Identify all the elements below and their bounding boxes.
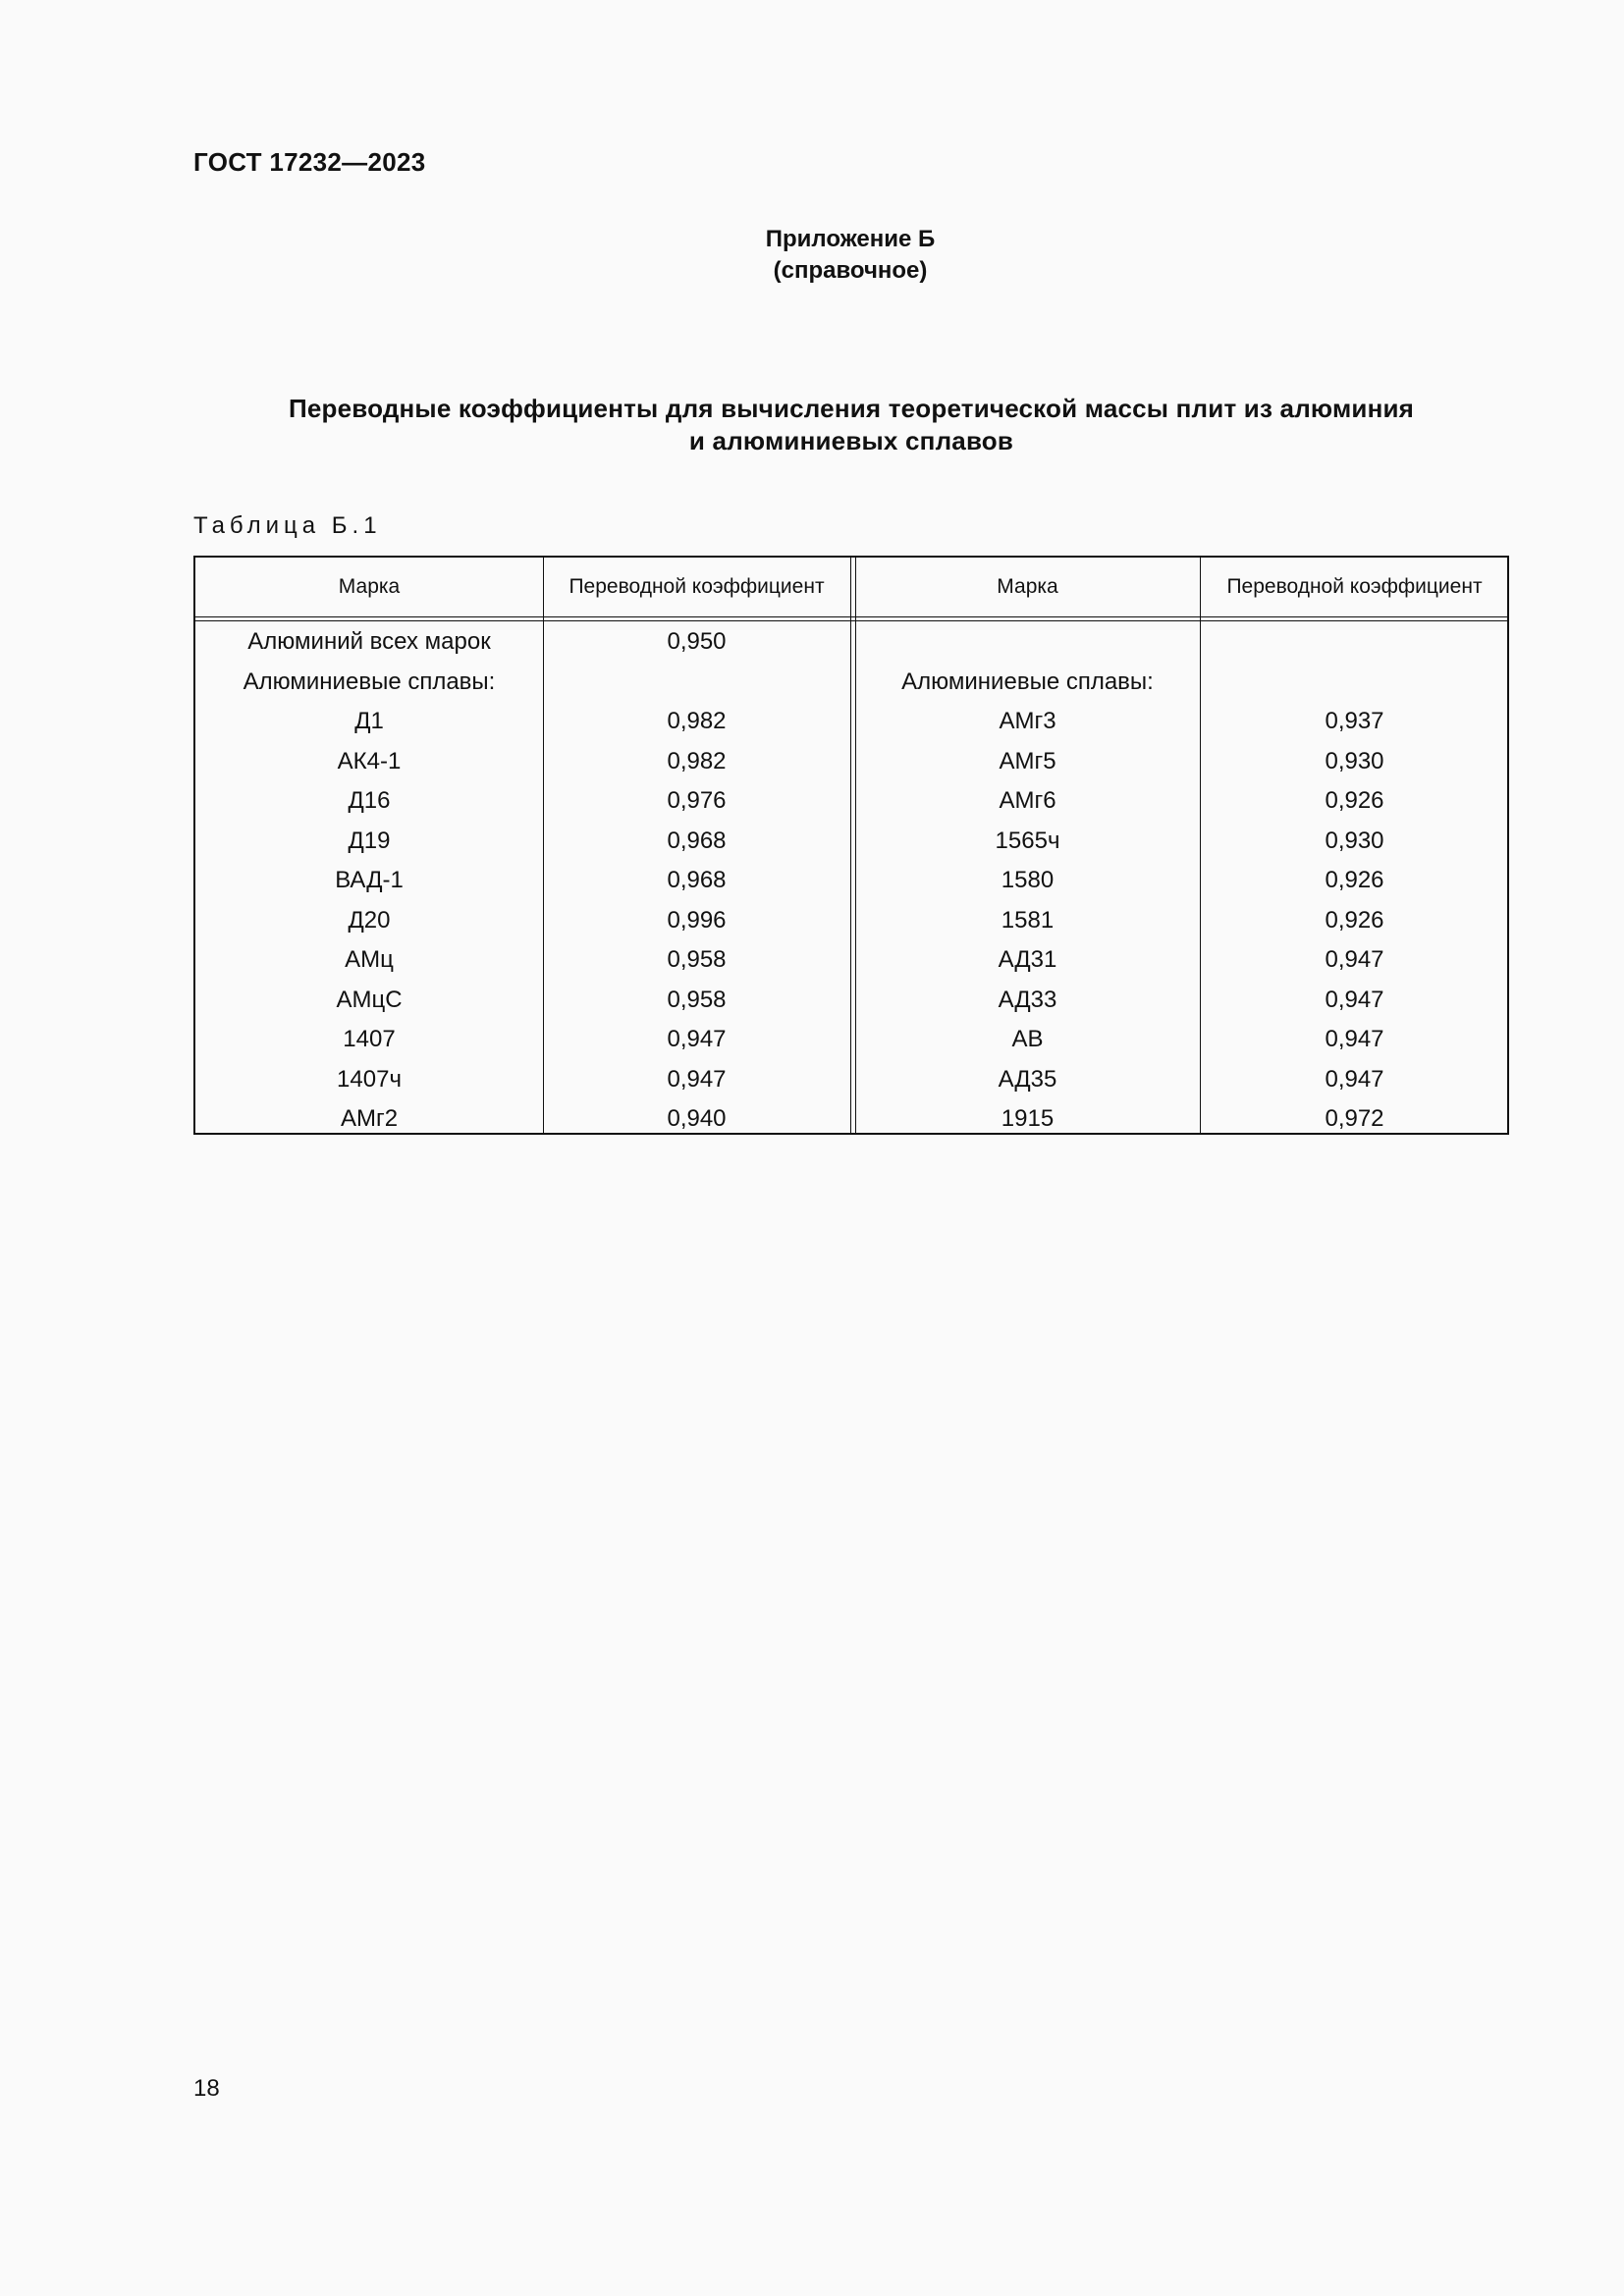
grade-right-cell: 1580 xyxy=(1001,867,1055,893)
coefficient-right-cell: 0,930 xyxy=(1325,827,1384,854)
coefficient-left-cell: 0,950 xyxy=(667,628,727,655)
table-row xyxy=(195,940,1509,981)
header-grade-left: Марка xyxy=(338,575,401,598)
grade-left-cell: АМц xyxy=(345,946,394,973)
table-row xyxy=(195,1020,1509,1060)
coefficient-left-cell: 0,947 xyxy=(667,1026,727,1052)
coefficient-right-cell: 0,947 xyxy=(1325,1026,1384,1052)
grade-right-cell: Алюминиевые сплавы: xyxy=(901,667,1154,695)
grade-right-cell: АМг3 xyxy=(999,708,1056,734)
grade-left-cell: Алюминиевые сплавы: xyxy=(243,667,496,695)
coefficient-right-cell: 0,926 xyxy=(1325,906,1384,934)
coefficient-left-cell: 0,982 xyxy=(667,708,727,734)
appendix-kind: (справочное) xyxy=(773,257,928,284)
title-line-2: и алюминиевых сплавов xyxy=(688,426,1014,455)
grade-left-cell: Алюминий всех марок xyxy=(247,628,491,655)
table-row xyxy=(195,622,1509,663)
document-code: ГОСТ 17232—2023 xyxy=(193,147,426,177)
coefficient-right-cell: 0,930 xyxy=(1325,747,1384,774)
coefficient-left-cell: 0,996 xyxy=(667,906,727,934)
coefficient-left-cell: 0,940 xyxy=(667,1105,727,1132)
header-divider-double xyxy=(195,620,1507,621)
table-row xyxy=(195,742,1509,782)
coefficient-right-cell xyxy=(1200,622,1509,663)
coefficient-right-cell: 0,947 xyxy=(1325,946,1384,973)
document-title xyxy=(193,393,1509,457)
grade-left-cell: 1407ч xyxy=(337,1065,402,1093)
grade-right-cell: АД35 xyxy=(998,1065,1057,1093)
coefficient-right-cell: 0,972 xyxy=(1325,1105,1384,1132)
table-row xyxy=(195,981,1509,1021)
header-divider xyxy=(195,616,1507,617)
table-row xyxy=(195,822,1509,862)
grade-right-cell: АМг6 xyxy=(999,787,1056,814)
table-row xyxy=(195,861,1509,901)
table-row xyxy=(195,702,1509,742)
coefficient-left-cell: 0,958 xyxy=(667,946,727,973)
grade-right-cell xyxy=(855,622,1200,663)
coefficient-right-cell: 0,926 xyxy=(1325,787,1384,814)
coefficient-left-cell: 0,958 xyxy=(667,986,727,1013)
coefficient-left-cell xyxy=(543,663,850,703)
grade-right-cell: АВ xyxy=(1011,1026,1044,1052)
grade-left-cell: Д1 xyxy=(354,708,384,734)
table-row xyxy=(195,1060,1509,1100)
coefficient-right-cell: 0,947 xyxy=(1325,1065,1384,1093)
table-row xyxy=(195,901,1509,941)
table-row xyxy=(195,663,1509,703)
appendix-heading xyxy=(0,224,1624,287)
coefficient-left-cell: 0,968 xyxy=(667,867,727,893)
coefficient-left-cell: 0,976 xyxy=(667,787,727,814)
grade-left-cell: 1407 xyxy=(343,1026,396,1052)
header-coefficient-right: Переводной коэффициент xyxy=(1226,575,1483,598)
grade-left-cell: АК4-1 xyxy=(337,747,402,774)
header-coefficient-left: Переводной коэффициент xyxy=(568,575,825,598)
table-caption: Таблица Б.1 xyxy=(193,512,382,539)
grade-right-cell: 1915 xyxy=(1001,1105,1055,1132)
coefficient-right-cell xyxy=(1200,663,1509,703)
grade-right-cell: АД31 xyxy=(998,946,1057,973)
table-row xyxy=(195,1099,1509,1140)
coefficient-right-cell: 0,947 xyxy=(1325,986,1384,1013)
grade-left-cell: Д20 xyxy=(348,906,391,934)
coefficient-left-cell: 0,982 xyxy=(667,747,727,774)
grade-left-cell: АМг2 xyxy=(340,1105,399,1132)
table-row xyxy=(195,781,1509,822)
appendix-title: Приложение Б xyxy=(765,226,936,252)
page-number: 18 xyxy=(193,2075,220,2102)
grade-right-cell: АД33 xyxy=(998,986,1057,1013)
grade-left-cell: Д16 xyxy=(348,787,391,814)
coefficient-left-cell: 0,947 xyxy=(667,1065,727,1093)
grade-left-cell: АМцС xyxy=(336,986,403,1013)
grade-left-cell: Д19 xyxy=(348,827,391,854)
grade-left-cell: ВАД-1 xyxy=(335,867,404,893)
title-line-1: Переводные коэффициенты для вычисления теоретической массы плит из алюминия xyxy=(288,394,1415,423)
coefficient-right-cell: 0,937 xyxy=(1325,708,1384,734)
grade-right-cell: 1581 xyxy=(1001,906,1055,934)
header-grade-right: Марка xyxy=(997,575,1058,598)
grade-right-cell: АМг5 xyxy=(999,747,1056,774)
coefficient-left-cell: 0,968 xyxy=(667,827,727,854)
grade-right-cell: 1565ч xyxy=(995,827,1060,854)
conversion-table xyxy=(193,556,1509,1135)
coefficient-right-cell: 0,926 xyxy=(1325,867,1384,893)
